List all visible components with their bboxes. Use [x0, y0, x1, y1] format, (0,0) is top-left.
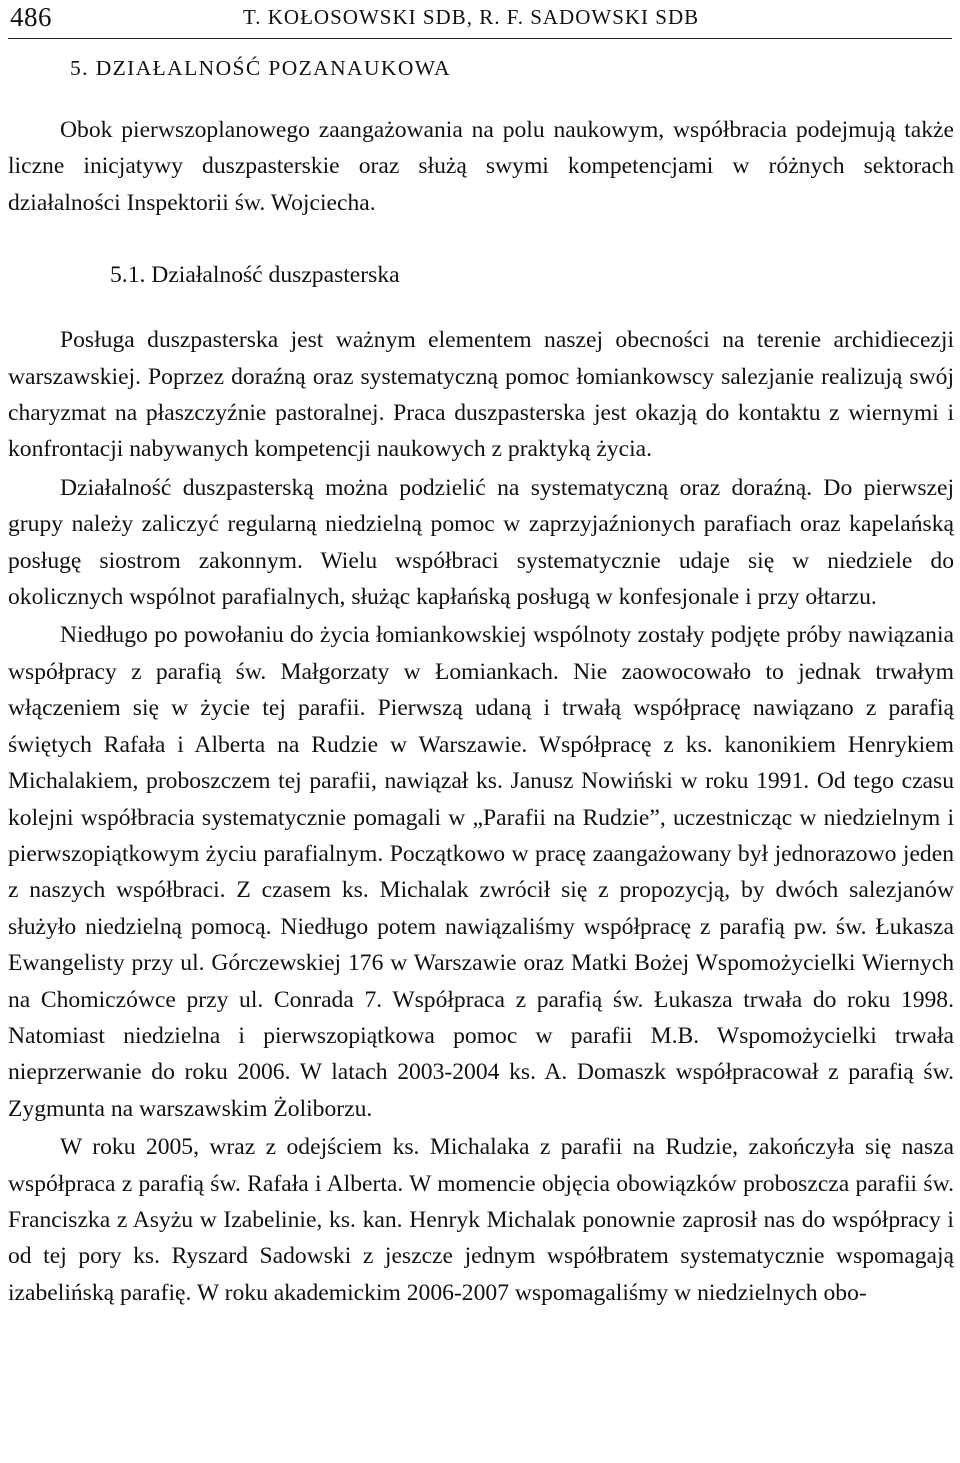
body-paragraph-4: W roku 2005, wraz z odejściem ks. Michalaka z parafii na Rudzie, zakończyła się nasza współpraca z parafią św. Rafała i Alberta. W momencie objęcia obowiązków proboszcza parafii św. Franciszka z Asyżu w Izabelinie, ks. kan. Henryk Michalak ponownie zaprosił nas do współpracy i od tej pory ks. Ryszard Sadowski z jeszcze jednym współbratem systematycznie wspomagają izabelińską parafię. W roku akademickim 2006-2007 wspomagaliśmy w niedzielnych obo- [8, 1134, 954, 1306]
body-paragraph-1: Posługa duszpasterska jest ważnym elementem naszej obecności na terenie archidiecezji warszawskiej. Poprzez doraźną oraz systematyczną pomoc łomiankowscy salezjanie realizują swój charyzmat na płaszczyźnie pastoralnej. Praca duszpasterska jest okazją do kontaktu z wiernymi i konfrontacji nabywanych kompetencji naukowych z praktyką życia. [8, 327, 954, 463]
subsection-heading: 5.1. Działalność duszpasterska [110, 262, 400, 289]
intro-paragraph: Obok pierwszoplanowego zaangażowania na polu naukowym, współbracia podejmują także liczne inicjatywy duszpasterskie oraz służą swymi kompetencjami w różnych sektorach działalności Inspektorii św. Wojciecha. [8, 117, 954, 216]
body-paragraph-3: Niedługo po powołaniu do życia łomiankowskiej wspólnoty zostały podjęte próby nawiązania współpracy z parafią św. Małgorzaty w Łomiankach. Nie zaowocowało to jednak trwałym włączeniem się w życie tej parafii. Pierwszą udaną i trwałą współpracę nawiązano z parafią świętych Rafała i Alberta na Rudzie w Warszawie. Współpracę z ks. kanonikiem Henrykiem Michalakiem, proboszczem tej parafii, nawiązał ks. Janusz Nowiński w roku 1991. Od tego czasu kolejni współbracia systematycznie pomagali w „Parafii na Rudzie”, uczestnicząc w niedzielnym i pierwszopiątkowym życiu parafialnym. Początkowo w pracę zaangażowany był jednorazowo jeden z naszych współbraci. Z czasem ks. Michalak zwrócił się z propozycją, by dwóch salezjanów służyło niedzielną pomocą. Niedługo potem nawiązaliśmy współpracę z parafią pw. św. Łukasza Ewangelisty przy ul. Górczewskiej 176 w Warszawie oraz Matki Bożej Wspomożycielki Wiernych na Chomiczówce przy ul. Conrada 7. Współpraca z parafią św. Łukasza trwała do roku 1998. Natomiast niedzielna i pierwszopiątkowa pomoc w parafii M.B. Wspomożycielki trwała nieprzerwanie do roku 2006. W latach 2003-2004 ks. A. Domaszk współpracował z parafią św. Zygmunta na warszawskim Żoliborzu. [8, 622, 954, 1122]
page-number: 486 [10, 2, 52, 32]
running-header [8, 0, 952, 39]
section-heading: 5. DZIAŁALNOŚĆ POZANAUKOWA [70, 56, 451, 80]
body-paragraph-2: Działalność duszpasterską można podzielić na systematyczną oraz doraźną. Do pierwszej grupy należy zaliczyć regularną niedzielną pomoc w zaprzyjaźnionych parafiach oraz kapelańską posługę siostrom zakonnym. Wielu współbraci systematycznie udaje się w niedziele do okolicznych wspólnot parafialnych, służąc kapłańską posługą w konfesjonale i przy ołtarzu. [8, 474, 954, 611]
running-title: T. KOŁOSOWSKI SDB, R. F. SADOWSKI SDB [243, 5, 700, 29]
